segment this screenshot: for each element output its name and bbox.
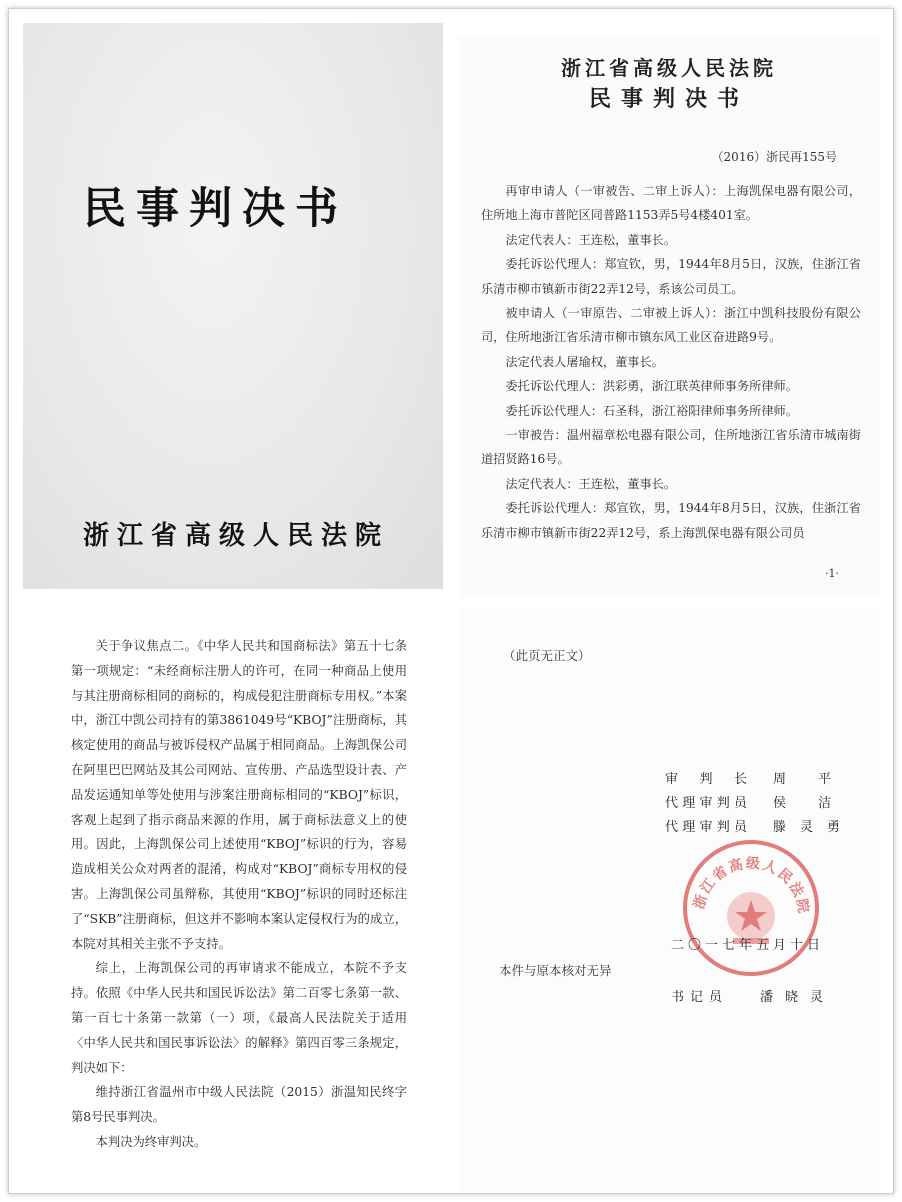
clerk-line bbox=[671, 986, 835, 1005]
signature-name: 滕灵勇 bbox=[773, 820, 855, 835]
signature-role: 代理审判员 bbox=[665, 820, 747, 835]
party-paragraph: 被申请人（一审原告、二审被上诉人）：浙江中凯科技股份有限公司，住所地浙江省乐清市柳市镇东风工业区奋进路9号。 bbox=[481, 306, 861, 345]
signature-line bbox=[665, 816, 854, 835]
svg-text:浙江省高级人民法院: 浙江省高级人民法院 bbox=[691, 855, 812, 917]
signature-line bbox=[665, 768, 845, 787]
reasoning-paragraph: 维持浙江省温州市中级人民法院（2015）浙温知民终字第8号民事判决。 bbox=[71, 1085, 407, 1125]
verification-note: 本件与原本核对无异 bbox=[499, 963, 612, 978]
no-body-note: （此页无正文） bbox=[503, 648, 591, 663]
reasoning-paragraph: 综上，上海凯保公司的再审请求不能成立，本院不予支持。依照《中华人民共和国民诉讼法》第二百零七条第一款、第一百七十条第一款第（一）项，《最高人民法院关于适用〈中华人民共和国民事诉讼法〉的解释》第四百零三条规定，判决如下： bbox=[71, 961, 407, 1075]
case-number: （2016）浙民再155号 bbox=[711, 150, 837, 164]
reasoning-section bbox=[71, 634, 407, 1155]
page1-doc-type: 民事判决书 bbox=[588, 86, 749, 112]
party-paragraph: 委托诉讼代理人：石圣科，浙江裕阳律师事务所律师。 bbox=[505, 403, 798, 418]
party-paragraph: 法定代表人：王连松，董事长。 bbox=[505, 476, 677, 491]
party-paragraph: 委托诉讼代理人：郑宣钦，男，1944年8月5日，汉族，住浙江省乐清市柳市镇新市街22弄12号，系上海凯保电器有限公司员 bbox=[481, 501, 861, 540]
parties-section bbox=[481, 179, 861, 545]
court-seal-stamp bbox=[681, 838, 821, 978]
signature-name: 周 平 bbox=[773, 772, 846, 787]
cover-court-name: 浙江省高级人民法院 bbox=[83, 521, 390, 551]
judgment-page-1 bbox=[459, 36, 879, 598]
party-paragraph: 委托诉讼代理人：洪彩勇，浙江联英律师事务所律师。 bbox=[505, 379, 798, 394]
judgment-date: 二〇一七年五月十日 bbox=[671, 938, 825, 953]
party-paragraph: 再审申请人（一审被告、二审上诉人）：上海凯保电器有限公司，住所地上海市普陀区同普路1153弄5号4楼401室。 bbox=[481, 184, 861, 223]
reasoning-paragraph: 关于争议焦点二。《中华人民共和国商标法》第五十七条第一项规定：“未经商标注册人的许可，在同一种商品上使用与其注册商标相同的商标的，构成侵犯注册商标专用权。”本案中，浙江中凯公司持有的第3861049号“KBOJ”注册商标，其核定使用的商品与被诉侵权产品属于相同商品。上海凯保公司在阿里巴巴网站及其公司网站、宣传册、产品选型设计表、产品发运通知单等处使用与涉案注册商标相同的“KBOJ”标识，客观上起到了指示商品来源的作用，属于商标法意义上的使用。因此，上海凯保公司上述使用“KBOJ”标识的行为，容易造成相关公众对两者的混淆，构成对“KBOJ”商标专用权的侵害。上海凯保公司虽辩称，其使用“KBOJ”标识的同时还标注了“SKB”注册商标，但这并不影响本案认定侵权行为的成立，本院对其相关主张不予支持。 bbox=[71, 639, 407, 951]
party-paragraph: 一审被告：温州福章松电器有限公司，住所地浙江省乐清市城南街道招贤路16号。 bbox=[481, 428, 861, 467]
clerk-role: 书记员 bbox=[671, 990, 729, 1005]
reasoning-paragraph: 本判决为终审判决。 bbox=[95, 1134, 207, 1149]
clerk-name: 潘晓灵 bbox=[760, 990, 836, 1005]
page-number: ·1· bbox=[825, 567, 839, 580]
signature-role: 审判长 bbox=[665, 772, 747, 787]
signature-role: 代理审判员 bbox=[665, 796, 747, 811]
judgment-page-2 bbox=[23, 608, 443, 1192]
party-paragraph: 法定代表人屠瑜权，董事长。 bbox=[505, 354, 664, 369]
signature-name: 侯 洁 bbox=[773, 796, 846, 811]
page1-court-name: 浙江省高级人民法院 bbox=[561, 56, 777, 80]
cover-title: 民事判决书 bbox=[83, 184, 348, 234]
party-paragraph: 法定代表人：王连松，董事长。 bbox=[505, 232, 677, 247]
signature-line bbox=[665, 792, 845, 811]
signature-page bbox=[459, 608, 879, 1192]
cover-page bbox=[23, 23, 443, 589]
party-paragraph: 委托诉讼代理人：郑宣钦，男，1944年8月5日，汉族，住浙江省乐清市柳市镇新市街22弄12号，系该公司员工。 bbox=[481, 257, 861, 296]
